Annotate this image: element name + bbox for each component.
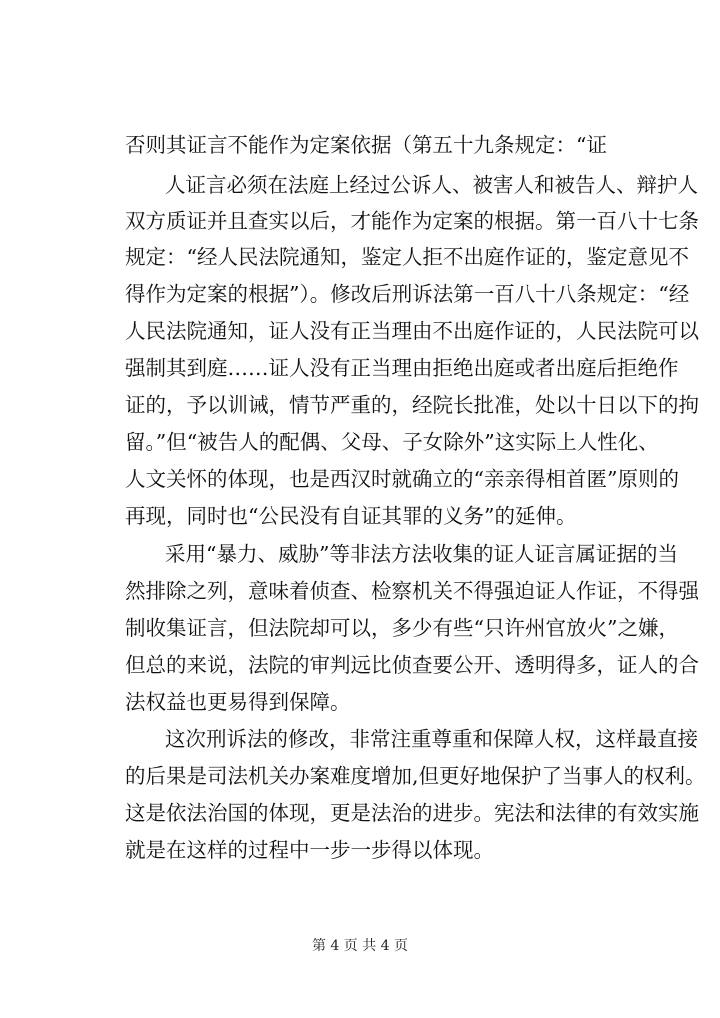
text-line-5: 得作为定案的根据”）。修改后刑诉法第一百八十八条规定：“经 bbox=[125, 282, 690, 306]
page-footer: 第 4 页 共 4 页 bbox=[311, 938, 409, 954]
text-line-2: 人证言必须在法庭上经过公诉人、被害人和被告人、辩护人 bbox=[165, 173, 698, 197]
text-line-17: 这次刑诉法的修改，非常注重尊重和保障人权，这样最直接 bbox=[165, 727, 698, 751]
text-line-19: 这是依法治国的体现，更是法治的进步。宪法和法律的有效实施 bbox=[125, 801, 699, 825]
text-line-6: 人民法院通知，证人没有正当理由不出庭作证的，人民法院可以 bbox=[125, 319, 699, 343]
text-line-18: 的后果是司法机关办案难度增加,但更好地保护了当事人的权利。 bbox=[125, 764, 706, 788]
text-line-20: 就是在这样的过程中一步一步得以体现。 bbox=[125, 838, 494, 862]
text-line-10: 人文关怀的体现，也是西汉时就确立的“亲亲得相首匿”原则的 bbox=[125, 467, 679, 491]
text-line-3: 双方质证并且查实以后，才能作为定案的根据。第一百八十七条 bbox=[125, 209, 699, 233]
text-line-11: 再现，同时也“公民没有自证其罪的义务”的延伸。 bbox=[125, 504, 577, 528]
text-line-7: 强制其到庭……证人没有正当理由拒绝出庭或者出庭后拒绝作 bbox=[125, 356, 679, 380]
text-line-15: 但总的来说，法院的审判远比侦查要公开、透明得多，证人的合 bbox=[125, 653, 699, 677]
text-line-4: 规定：“经人民法院通知，鉴定人拒不出庭作证的，鉴定意见不 bbox=[125, 245, 689, 269]
text-line-16: 法权益也更易得到保障。 bbox=[125, 690, 351, 714]
text-line-13: 然排除之列，意味着侦查、检察机关不得强迫证人作证，不得强 bbox=[125, 579, 699, 603]
text-line-14: 制收集证言，但法院却可以，多少有些“只许州官放火”之嫌， bbox=[125, 616, 679, 640]
text-line-8: 证的，予以训诫，情节严重的，经院长批准，处以十日以下的拘 bbox=[125, 393, 699, 417]
text-line-1: 否则其证言不能作为定案依据（第五十九条规定：“证 bbox=[125, 133, 607, 157]
text-line-9: 留。”但“被告人的配偶、父母、子女除外”这实际上人性化、 bbox=[125, 430, 659, 454]
text-line-12: 采用“暴力、威胁”等非法方法收集的证人证言属证据的当 bbox=[165, 542, 678, 566]
